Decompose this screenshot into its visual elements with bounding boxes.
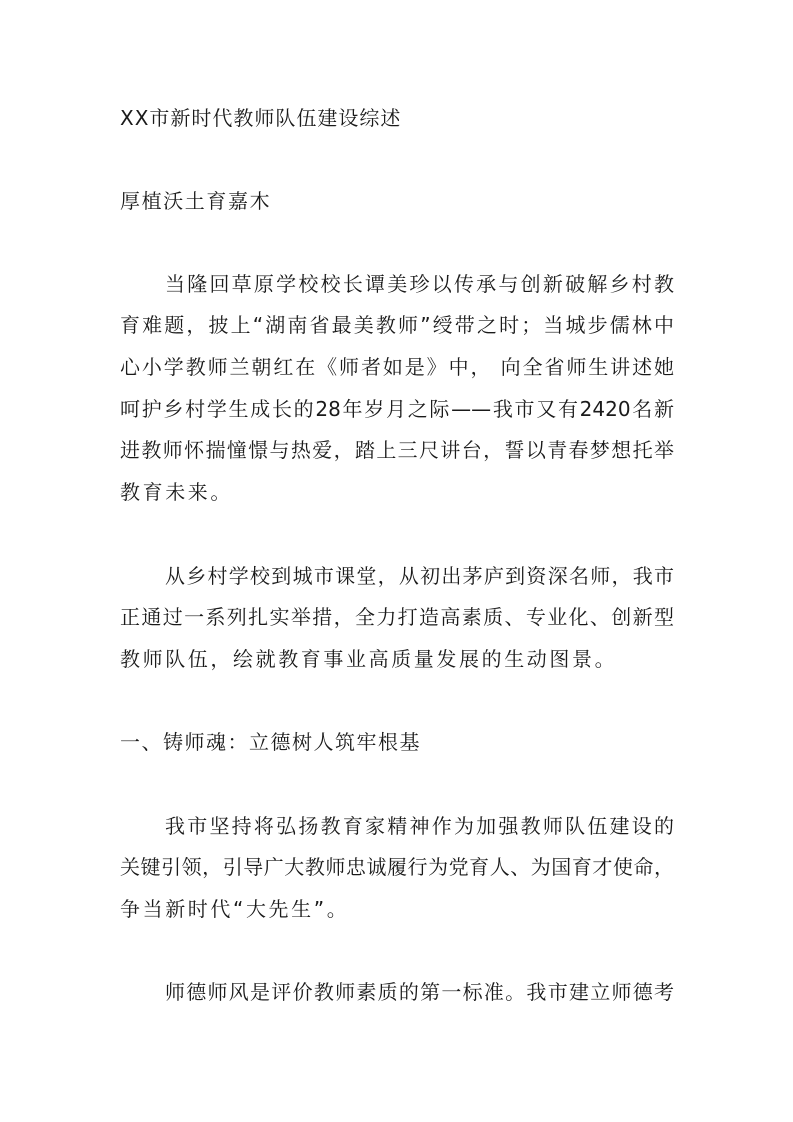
section-paragraph-1-line-1: 我市坚持将弘扬教育家精神作为加强教师队伍建设的 bbox=[165, 814, 674, 838]
paragraph-2-line-3: 教师队伍，绘就教育事业高质量发展的生动图景。 bbox=[120, 647, 618, 671]
section-paragraph-1-line-2: 关键引领，引导广大教师忠诚履行为党育人、为国育才使命， bbox=[120, 855, 674, 879]
paragraph-1-line-4: 呵护乡村学生成长的28年岁月之际——我市又有2420名新 bbox=[120, 397, 674, 421]
paragraph-1-line-1: 当隆回草原学校校长谭美珍以传承与创新破解乡村教 bbox=[165, 272, 674, 296]
section-paragraph-2-line-1: 师德师风是评价教师素质的第一标准。我市建立师德考 bbox=[165, 980, 674, 1004]
paragraph-1-line-2: 育难题，披上“湖南省最美教师”绶带之时；当城步儒林中 bbox=[120, 313, 674, 337]
document-title: XX市新时代教师队伍建设综述 bbox=[120, 106, 402, 130]
paragraph-1-line-3: 心小学教师兰朝红在《师者如是》中， 向全省师生讲述她 bbox=[120, 355, 674, 379]
section-paragraph-1-line-3: 争当新时代“大先生”。 bbox=[120, 897, 350, 921]
document-subtitle: 厚植沃土育嘉木 bbox=[120, 189, 272, 213]
paragraph-2-line-1: 从乡村学校到城市课堂，从初出茅庐到资深名师，我市 bbox=[165, 564, 674, 588]
paragraph-1-line-6: 教育未来。 bbox=[120, 480, 233, 504]
section-heading: 一、铸师魂：立德树人筑牢根基 bbox=[120, 730, 421, 754]
paragraph-1-line-5: 进教师怀揣憧憬与热爱，踏上三尺讲台，誓以青春梦想托举 bbox=[120, 438, 674, 462]
paragraph-2-line-2: 正通过一系列扎实举措，全力打造高素质、专业化、创新型 bbox=[120, 605, 674, 629]
